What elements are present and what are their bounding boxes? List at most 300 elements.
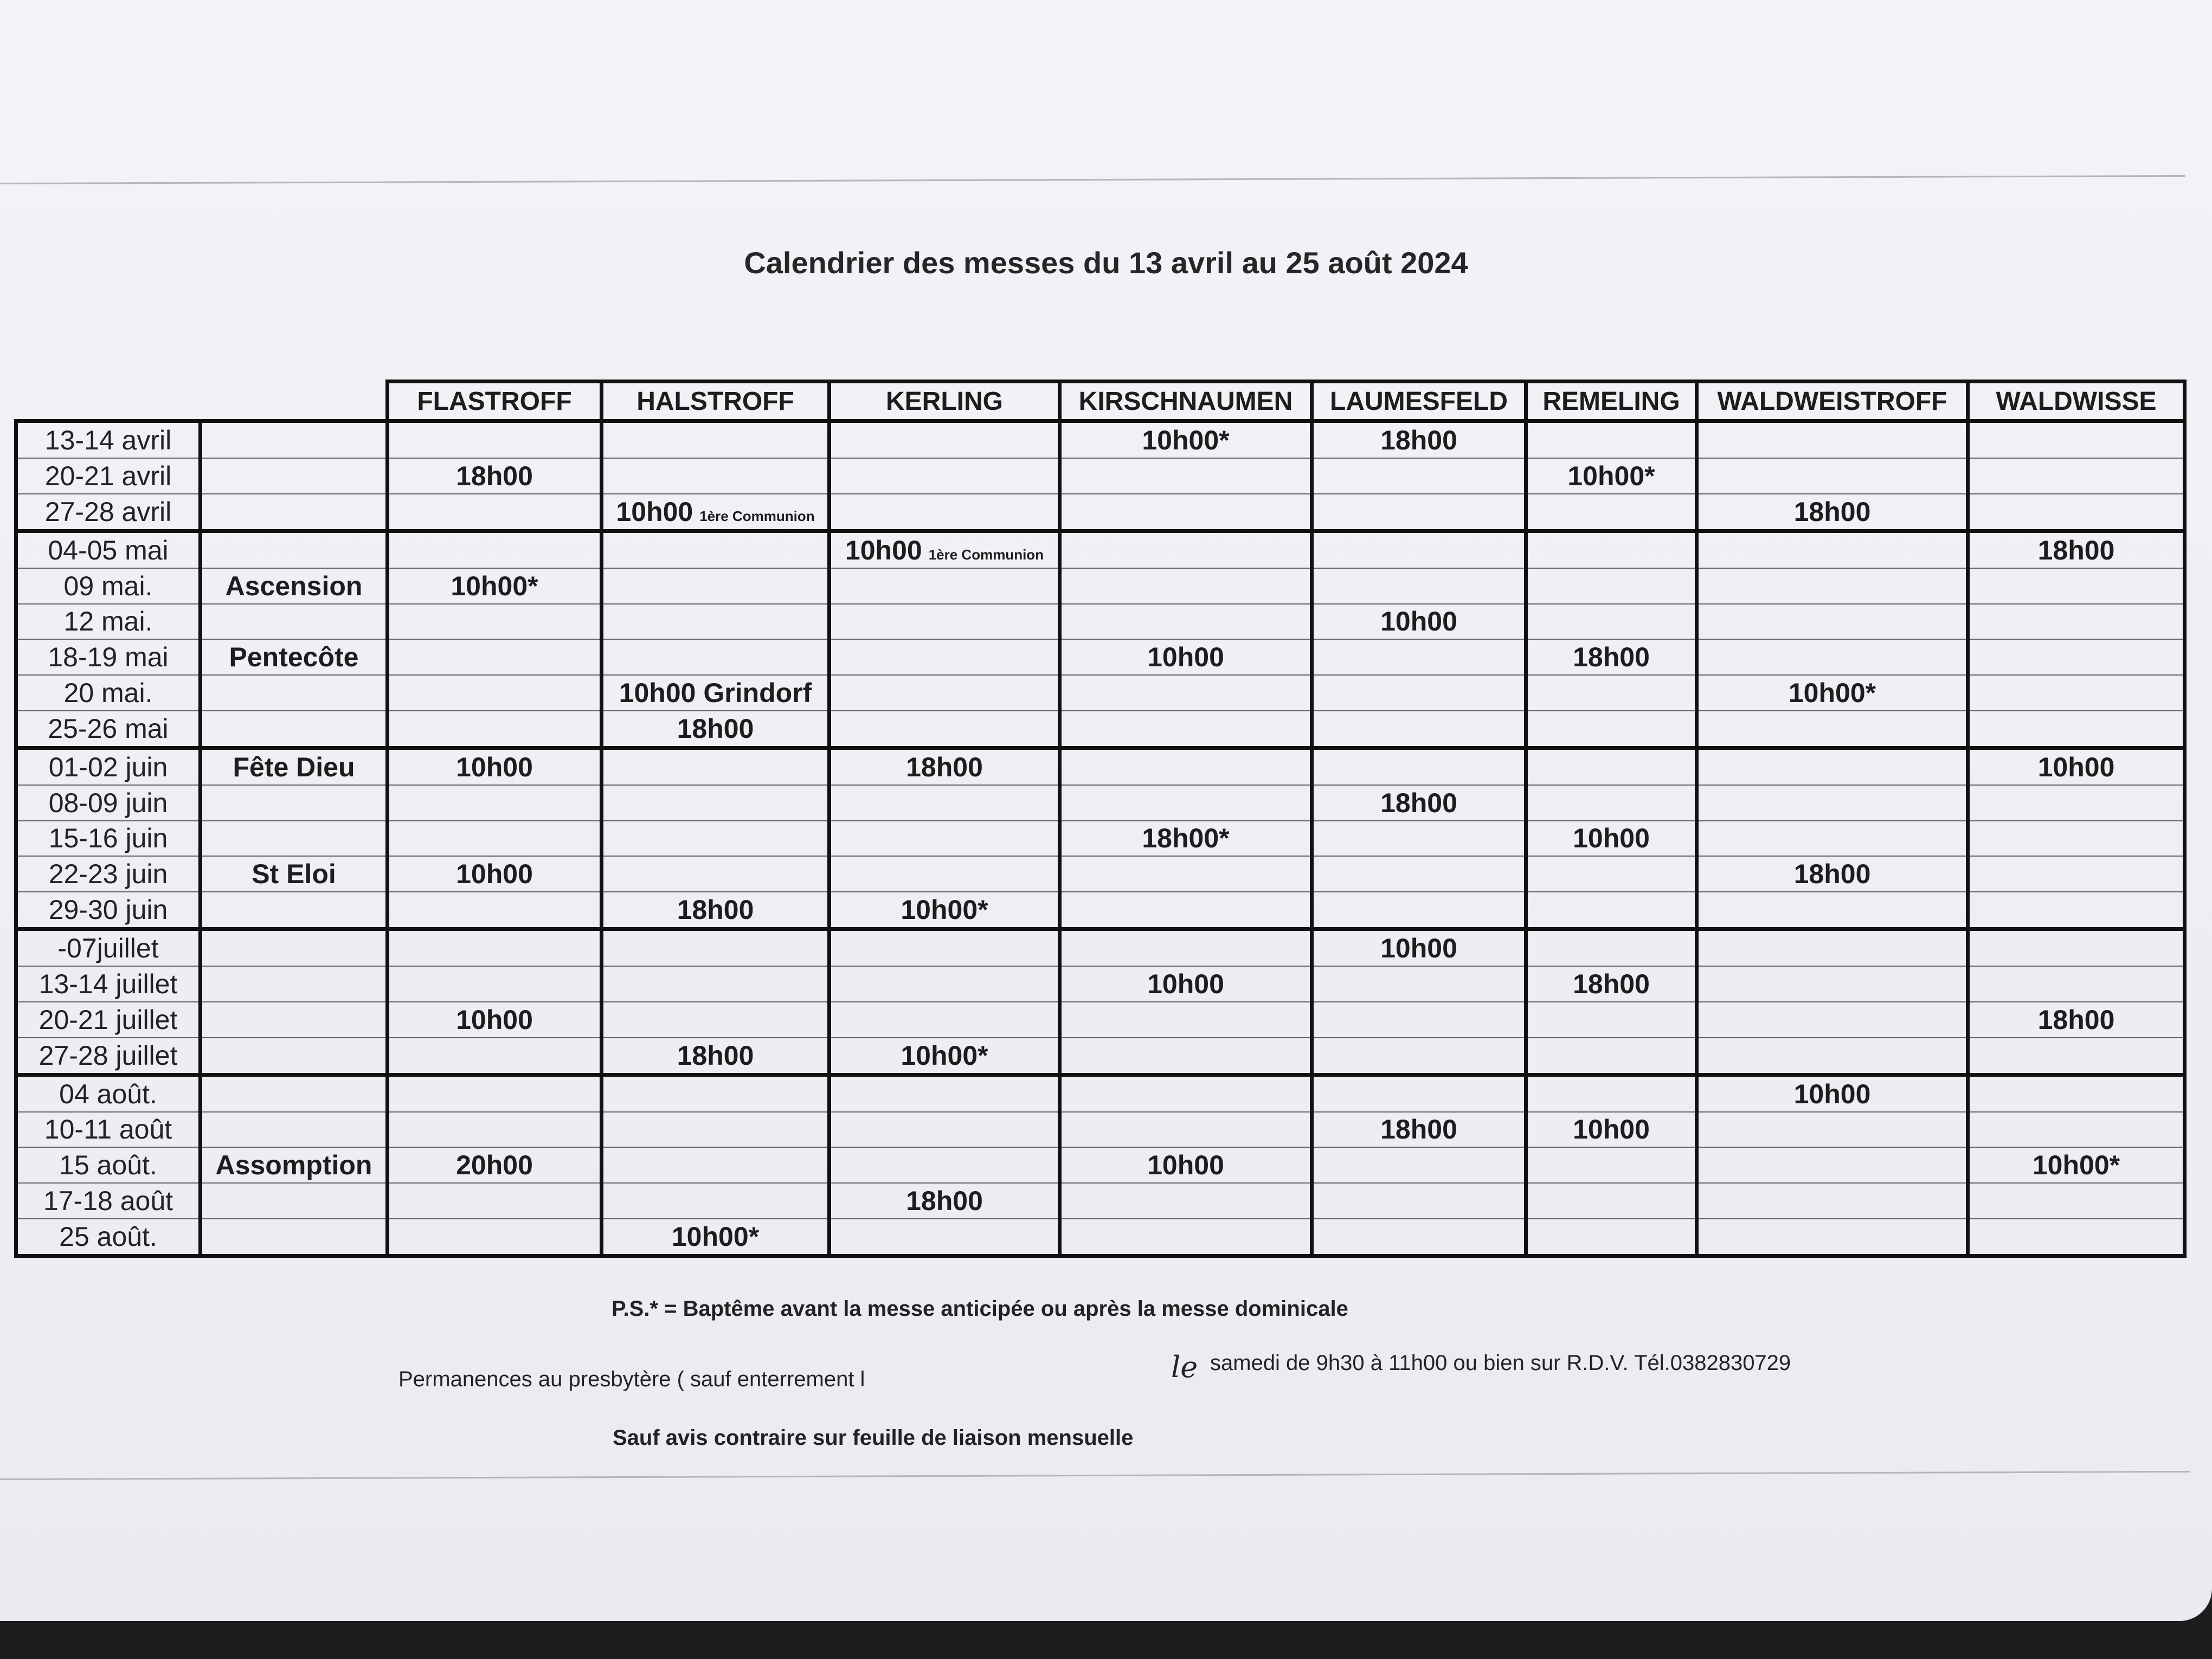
time-cell bbox=[388, 856, 602, 892]
feast-cell bbox=[201, 785, 388, 821]
time-cell bbox=[1697, 531, 1968, 568]
time-value: 18h00 bbox=[1793, 859, 1871, 890]
table-row bbox=[16, 568, 2185, 604]
time-cell bbox=[1697, 421, 1968, 459]
time-value: 18h00 bbox=[1380, 425, 1457, 455]
time-cell bbox=[1060, 604, 1312, 640]
time-value: 10h00 bbox=[1573, 1114, 1650, 1145]
time-cell bbox=[1697, 821, 1968, 857]
time-value: 10h00 bbox=[1793, 1078, 1871, 1109]
time-cell bbox=[388, 458, 602, 494]
time-value: 18h00 bbox=[2037, 535, 2115, 565]
date-cell: 10-11 août bbox=[16, 1112, 201, 1148]
communion-note: 1ère Communion bbox=[699, 507, 815, 524]
time-cell bbox=[1968, 785, 2185, 821]
time-cell bbox=[388, 494, 602, 531]
time-cell bbox=[829, 748, 1060, 785]
time-cell bbox=[1060, 458, 1312, 494]
time-cell bbox=[1060, 821, 1312, 857]
time-cell bbox=[1526, 639, 1697, 675]
time-cell bbox=[388, 929, 602, 967]
time-cell bbox=[1312, 856, 1526, 892]
time-cell bbox=[1312, 748, 1526, 785]
time-cell bbox=[829, 856, 1060, 892]
time-cell bbox=[602, 1112, 829, 1148]
feast-cell: Pentecôte bbox=[201, 639, 388, 675]
time-cell bbox=[1968, 892, 2185, 929]
time-cell bbox=[1968, 458, 2185, 494]
time-cell bbox=[1697, 568, 1968, 604]
date-cell: 13-14 avril bbox=[16, 421, 201, 459]
time-cell bbox=[602, 1147, 829, 1183]
time-cell bbox=[1697, 675, 1968, 711]
time-cell bbox=[388, 639, 602, 675]
time-cell bbox=[1060, 929, 1312, 967]
time-cell bbox=[388, 568, 602, 604]
time-cell bbox=[1312, 1002, 1526, 1038]
time-cell bbox=[1968, 1075, 2185, 1112]
time-cell bbox=[1060, 639, 1312, 675]
time-cell bbox=[1526, 421, 1697, 459]
time-value: 18h00 bbox=[906, 751, 983, 782]
time-cell bbox=[1697, 1002, 1968, 1038]
time-value: 10h00 Grindorf bbox=[619, 677, 812, 708]
header-blank-date bbox=[16, 382, 201, 421]
schedule-body bbox=[16, 421, 2185, 1256]
time-cell bbox=[1060, 856, 1312, 892]
date-cell: 09 mai. bbox=[16, 568, 201, 604]
time-cell bbox=[1312, 1147, 1526, 1183]
time-cell bbox=[1526, 748, 1697, 785]
date-cell: 29-30 juin bbox=[16, 892, 201, 929]
time-cell bbox=[1312, 1112, 1526, 1148]
time-cell bbox=[1060, 711, 1312, 748]
time-cell bbox=[1312, 1038, 1526, 1075]
time-value: 10h00* bbox=[671, 1221, 760, 1252]
time-cell bbox=[829, 1112, 1060, 1148]
time-cell bbox=[829, 929, 1060, 967]
table-row bbox=[16, 1002, 2185, 1038]
table-row bbox=[16, 604, 2185, 640]
time-cell bbox=[1526, 929, 1697, 967]
time-value: 10h00 bbox=[1147, 1150, 1224, 1181]
time-cell bbox=[1697, 1183, 1968, 1219]
feast-cell: Fête Dieu bbox=[201, 748, 388, 785]
time-cell bbox=[829, 1219, 1060, 1256]
column-header: LAUMESFELD bbox=[1312, 382, 1526, 421]
time-value: 20h00 bbox=[456, 1150, 533, 1181]
time-value: 10h00 bbox=[1380, 606, 1457, 637]
time-cell bbox=[602, 494, 829, 531]
time-cell bbox=[1312, 675, 1526, 711]
time-cell bbox=[829, 711, 1060, 748]
time-cell bbox=[388, 966, 602, 1002]
time-value: 18h00 bbox=[906, 1185, 983, 1216]
time-cell bbox=[829, 1038, 1060, 1075]
time-value: 10h00 bbox=[845, 535, 922, 565]
time-cell bbox=[602, 1002, 829, 1038]
time-cell bbox=[1526, 1183, 1697, 1219]
time-cell bbox=[829, 568, 1060, 604]
time-cell bbox=[829, 421, 1060, 459]
time-cell bbox=[388, 1112, 602, 1148]
time-cell bbox=[829, 1183, 1060, 1219]
time-cell bbox=[388, 675, 602, 711]
time-cell bbox=[388, 785, 602, 821]
time-cell bbox=[1060, 494, 1312, 531]
top-rule bbox=[0, 175, 2185, 184]
time-cell bbox=[602, 639, 829, 675]
date-cell: 13-14 juillet bbox=[16, 966, 201, 1002]
table-row bbox=[16, 785, 2185, 821]
table-row bbox=[16, 966, 2185, 1002]
table-row bbox=[16, 1038, 2185, 1075]
table-row bbox=[16, 639, 2185, 675]
time-cell bbox=[602, 458, 829, 494]
time-cell bbox=[1060, 748, 1312, 785]
time-cell bbox=[829, 892, 1060, 929]
time-cell bbox=[1526, 458, 1697, 494]
time-cell bbox=[1697, 929, 1968, 967]
handwritten-mark: le bbox=[1171, 1350, 1198, 1384]
time-cell bbox=[1697, 966, 1968, 1002]
table-row bbox=[16, 748, 2185, 785]
feast-cell: Assomption bbox=[201, 1147, 388, 1183]
time-cell bbox=[829, 458, 1060, 494]
time-cell bbox=[829, 821, 1060, 857]
time-value: 10h00* bbox=[451, 570, 538, 601]
column-header: WALDWISSE bbox=[1968, 382, 2185, 421]
time-cell bbox=[1526, 1112, 1697, 1148]
time-cell bbox=[1968, 856, 2185, 892]
time-cell bbox=[1697, 494, 1968, 531]
time-cell bbox=[1312, 494, 1526, 531]
time-cell bbox=[1312, 639, 1526, 675]
time-cell bbox=[1697, 639, 1968, 675]
time-cell bbox=[1060, 1147, 1312, 1183]
time-value: 18h00 bbox=[1380, 787, 1457, 818]
time-cell bbox=[1968, 1183, 2185, 1219]
time-cell bbox=[1312, 1075, 1526, 1112]
mass-schedule-table bbox=[14, 380, 2187, 1258]
time-cell bbox=[1526, 531, 1697, 568]
date-cell: 20-21 juillet bbox=[16, 1002, 201, 1038]
feast-cell: St Eloi bbox=[201, 856, 388, 892]
time-value: 10h00 bbox=[1380, 933, 1457, 963]
time-cell bbox=[829, 604, 1060, 640]
date-cell: 22-23 juin bbox=[16, 856, 201, 892]
table-row bbox=[16, 711, 2185, 748]
date-cell: 12 mai. bbox=[16, 604, 201, 640]
time-cell bbox=[1312, 821, 1526, 857]
ps-note: P.S.* = Baptême avant la messe anticipée ou après la messe dominicale bbox=[612, 1297, 1348, 1321]
time-value: 10h00 bbox=[1573, 823, 1650, 854]
time-cell bbox=[1697, 1219, 1968, 1256]
time-cell bbox=[1526, 1075, 1697, 1112]
time-value: 18h00 bbox=[2037, 1004, 2115, 1035]
time-cell bbox=[602, 1219, 829, 1256]
time-cell bbox=[829, 675, 1060, 711]
time-cell bbox=[388, 1147, 602, 1183]
table-row bbox=[16, 1219, 2185, 1256]
time-cell bbox=[1968, 966, 2185, 1002]
time-value: 10h00* bbox=[1142, 425, 1230, 455]
time-value: 18h00 bbox=[1573, 642, 1650, 673]
time-cell bbox=[1968, 748, 2185, 785]
time-cell bbox=[1312, 1183, 1526, 1219]
feast-cell bbox=[201, 1219, 388, 1256]
time-cell bbox=[829, 494, 1060, 531]
time-cell bbox=[602, 604, 829, 640]
time-cell bbox=[1697, 711, 1968, 748]
time-cell bbox=[602, 531, 829, 568]
time-cell bbox=[1526, 856, 1697, 892]
time-cell bbox=[602, 892, 829, 929]
time-cell bbox=[1060, 1219, 1312, 1256]
time-cell bbox=[1968, 675, 2185, 711]
time-cell bbox=[1060, 568, 1312, 604]
time-cell bbox=[829, 639, 1060, 675]
table-row bbox=[16, 856, 2185, 892]
time-cell bbox=[388, 711, 602, 748]
time-cell bbox=[1697, 785, 1968, 821]
column-header: FLASTROFF bbox=[388, 382, 602, 421]
time-cell bbox=[1060, 966, 1312, 1002]
time-cell bbox=[1526, 604, 1697, 640]
table-row bbox=[16, 421, 2185, 459]
time-cell bbox=[602, 856, 829, 892]
time-cell bbox=[829, 1002, 1060, 1038]
date-cell: 20-21 avril bbox=[16, 458, 201, 494]
time-cell bbox=[1526, 1219, 1697, 1256]
time-cell bbox=[1526, 966, 1697, 1002]
permanences-right: samedi de 9h30 à 11h00 ou bien sur R.D.V. Tél.0382830729 bbox=[1210, 1351, 1791, 1375]
table-row bbox=[16, 929, 2185, 967]
time-cell bbox=[1968, 821, 2185, 857]
time-cell bbox=[602, 1038, 829, 1075]
time-cell bbox=[1697, 1112, 1968, 1148]
time-cell bbox=[1312, 929, 1526, 967]
table-row bbox=[16, 1112, 2185, 1148]
date-cell: 27-28 juillet bbox=[16, 1038, 201, 1075]
time-cell bbox=[1060, 675, 1312, 711]
time-cell bbox=[1312, 892, 1526, 929]
table-row bbox=[16, 1075, 2185, 1112]
time-value: 10h00* bbox=[2032, 1150, 2120, 1181]
time-value: 18h00 bbox=[456, 460, 533, 491]
time-cell bbox=[1968, 421, 2185, 459]
time-cell bbox=[1060, 1075, 1312, 1112]
time-cell bbox=[602, 748, 829, 785]
feast-cell bbox=[201, 494, 388, 531]
time-cell bbox=[1060, 1112, 1312, 1148]
feast-cell: Ascension bbox=[201, 568, 388, 604]
time-value: 10h00 bbox=[456, 751, 533, 782]
time-cell bbox=[1312, 711, 1526, 748]
time-cell bbox=[388, 1038, 602, 1075]
time-cell bbox=[602, 421, 829, 459]
table-row bbox=[16, 1183, 2185, 1219]
time-cell bbox=[1526, 821, 1697, 857]
date-cell: 17-18 août bbox=[16, 1183, 201, 1219]
time-cell bbox=[1312, 1219, 1526, 1256]
time-cell bbox=[1526, 568, 1697, 604]
time-cell bbox=[1968, 604, 2185, 640]
time-cell bbox=[388, 421, 602, 459]
column-header: HALSTROFF bbox=[602, 382, 829, 421]
time-cell bbox=[1312, 785, 1526, 821]
table-row bbox=[16, 821, 2185, 857]
table-row bbox=[16, 1147, 2185, 1183]
table-row bbox=[16, 458, 2185, 494]
time-cell bbox=[388, 821, 602, 857]
time-value: 10h00* bbox=[901, 895, 988, 925]
date-cell: 15 août. bbox=[16, 1147, 201, 1183]
table-row bbox=[16, 531, 2185, 568]
bottom-rule bbox=[0, 1471, 2190, 1480]
time-cell bbox=[388, 892, 602, 929]
time-value: 10h00 bbox=[1147, 642, 1224, 673]
time-cell bbox=[602, 785, 829, 821]
time-cell bbox=[1526, 675, 1697, 711]
time-cell bbox=[1526, 1002, 1697, 1038]
feast-cell bbox=[201, 821, 388, 857]
time-cell bbox=[1968, 929, 2185, 967]
communion-note: 1ère Communion bbox=[928, 546, 1044, 563]
date-cell: 20 mai. bbox=[16, 675, 201, 711]
time-cell bbox=[1697, 856, 1968, 892]
feast-cell bbox=[201, 531, 388, 568]
time-cell bbox=[1697, 748, 1968, 785]
time-cell bbox=[1697, 1075, 1968, 1112]
column-header: KIRSCHNAUMEN bbox=[1060, 382, 1312, 421]
time-cell bbox=[1060, 892, 1312, 929]
date-cell: 04-05 mai bbox=[16, 531, 201, 568]
table-row bbox=[16, 494, 2185, 531]
time-cell bbox=[388, 1183, 602, 1219]
feast-cell bbox=[201, 458, 388, 494]
time-cell bbox=[1060, 421, 1312, 459]
time-cell bbox=[1060, 1038, 1312, 1075]
time-value: 18h00 bbox=[1793, 496, 1871, 527]
time-cell bbox=[1968, 531, 2185, 568]
time-value: 18h00 bbox=[677, 713, 754, 744]
time-cell bbox=[388, 1219, 602, 1256]
time-cell bbox=[388, 604, 602, 640]
time-value: 10h00 bbox=[456, 1004, 533, 1035]
time-value: 10h00 bbox=[2037, 751, 2115, 782]
time-cell bbox=[1312, 966, 1526, 1002]
page-title: Calendrier des messes du 13 avril au 25 août 2024 bbox=[744, 246, 1468, 280]
time-cell bbox=[602, 1075, 829, 1112]
time-cell bbox=[1968, 1219, 2185, 1256]
time-cell bbox=[1526, 1038, 1697, 1075]
time-cell bbox=[602, 675, 829, 711]
date-cell: 15-16 juin bbox=[16, 821, 201, 857]
header-row bbox=[16, 382, 2185, 421]
time-cell bbox=[829, 531, 1060, 568]
time-cell bbox=[602, 711, 829, 748]
time-value: 18h00* bbox=[1142, 823, 1230, 854]
time-cell bbox=[1968, 711, 2185, 748]
time-cell bbox=[1312, 531, 1526, 568]
time-cell bbox=[388, 1075, 602, 1112]
column-header: WALDWEISTROFF bbox=[1697, 382, 1968, 421]
time-cell bbox=[1697, 1038, 1968, 1075]
time-cell bbox=[829, 785, 1060, 821]
feast-cell bbox=[201, 421, 388, 459]
time-cell bbox=[388, 748, 602, 785]
feast-cell bbox=[201, 1112, 388, 1148]
time-cell bbox=[1312, 458, 1526, 494]
date-cell: 08-09 juin bbox=[16, 785, 201, 821]
time-cell bbox=[1060, 1183, 1312, 1219]
date-cell: 04 août. bbox=[16, 1075, 201, 1112]
permanences-left: Permanences au presbytère ( sauf enterrement l bbox=[398, 1367, 865, 1391]
date-cell: 25-26 mai bbox=[16, 711, 201, 748]
time-cell bbox=[1312, 568, 1526, 604]
date-cell: 25 août. bbox=[16, 1219, 201, 1256]
time-value: 10h00* bbox=[1788, 677, 1876, 708]
time-cell bbox=[1060, 531, 1312, 568]
time-cell bbox=[1968, 1002, 2185, 1038]
sauf-note: Sauf avis contraire sur feuille de liaison mensuelle bbox=[613, 1426, 1134, 1450]
feast-cell bbox=[201, 1038, 388, 1075]
time-value: 18h00 bbox=[1573, 968, 1650, 999]
time-value: 18h00 bbox=[1380, 1114, 1457, 1145]
time-value: 18h00 bbox=[677, 895, 754, 925]
time-cell bbox=[602, 568, 829, 604]
time-value: 10h00 bbox=[456, 859, 533, 890]
time-value: 10h00 bbox=[1147, 968, 1224, 999]
column-header: KERLING bbox=[829, 382, 1060, 421]
feast-cell bbox=[201, 929, 388, 967]
time-cell bbox=[1060, 785, 1312, 821]
feast-cell bbox=[201, 711, 388, 748]
time-cell bbox=[1312, 421, 1526, 459]
time-cell bbox=[602, 1183, 829, 1219]
time-cell bbox=[1526, 711, 1697, 748]
table-row bbox=[16, 892, 2185, 929]
time-cell bbox=[1060, 1002, 1312, 1038]
time-cell bbox=[1968, 1112, 2185, 1148]
time-cell bbox=[1526, 1147, 1697, 1183]
time-cell bbox=[829, 966, 1060, 1002]
feast-cell bbox=[201, 1002, 388, 1038]
time-cell bbox=[1968, 568, 2185, 604]
feast-cell bbox=[201, 1183, 388, 1219]
time-value: 18h00 bbox=[677, 1040, 754, 1071]
feast-cell bbox=[201, 675, 388, 711]
time-cell bbox=[1312, 604, 1526, 640]
time-cell bbox=[1968, 639, 2185, 675]
time-cell bbox=[1968, 494, 2185, 531]
time-cell bbox=[388, 1002, 602, 1038]
time-cell bbox=[1968, 1038, 2185, 1075]
time-cell bbox=[388, 531, 602, 568]
time-cell bbox=[1697, 1147, 1968, 1183]
time-value: 10h00 bbox=[616, 496, 693, 527]
time-cell bbox=[1526, 785, 1697, 821]
time-cell bbox=[602, 821, 829, 857]
feast-cell bbox=[201, 604, 388, 640]
time-cell bbox=[1526, 892, 1697, 929]
time-cell bbox=[1968, 1147, 2185, 1183]
time-cell bbox=[829, 1075, 1060, 1112]
feast-cell bbox=[201, 892, 388, 929]
time-cell bbox=[602, 966, 829, 1002]
feast-cell bbox=[201, 1075, 388, 1112]
